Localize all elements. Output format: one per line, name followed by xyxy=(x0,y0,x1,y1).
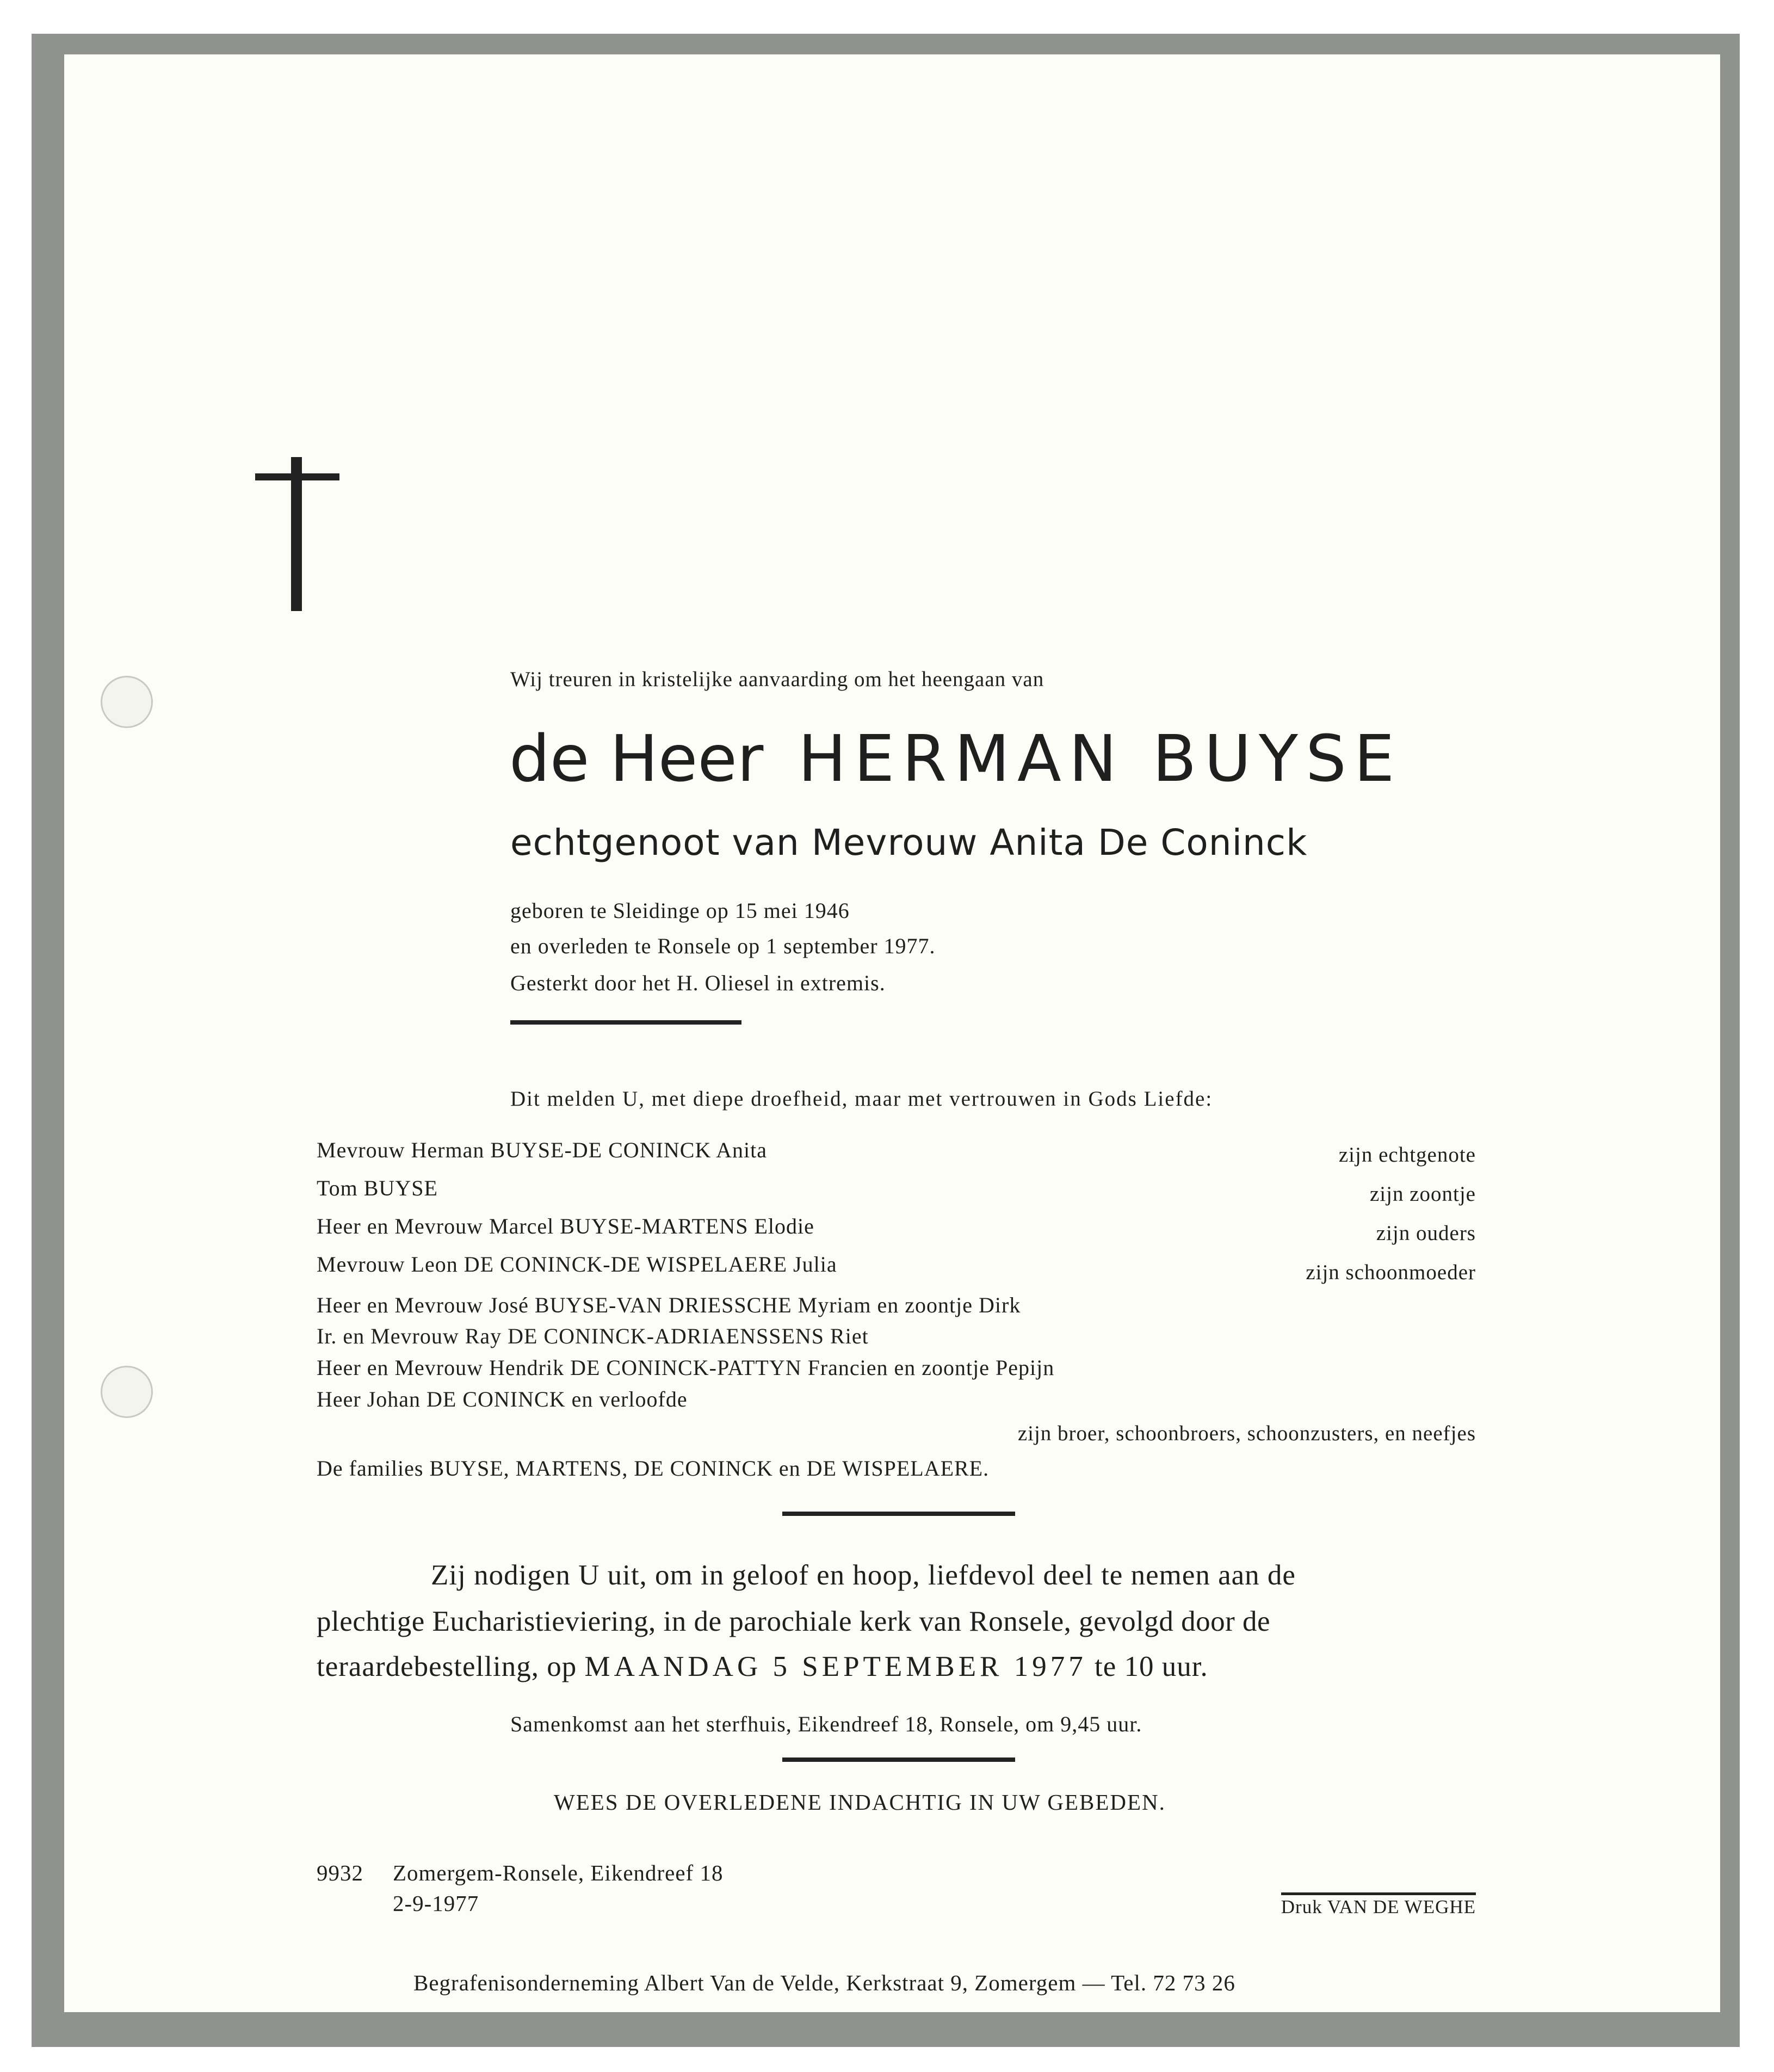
gathering-line: Samenkomst aan het sterfhuis, Eikendreef 18, Ronsele, om 9,45 uur. xyxy=(510,1712,1142,1736)
name-prefix: de Heer xyxy=(509,721,764,796)
mourner-relation: zijn zoontje xyxy=(1369,1182,1476,1206)
sibling-line: Heer en Mevrouw José BUYSE-VAN DRIESSCHE Myriam en zoontje Dirk xyxy=(317,1293,1021,1317)
invitation-line: Zij nodigen U uit, om in geloof en hoop, liefdevol deel te nemen aan de xyxy=(431,1559,1296,1591)
divider xyxy=(782,1757,1015,1762)
invitation-end: te 10 uur. xyxy=(1095,1651,1208,1682)
name-full: HERMAN BUYSE xyxy=(798,721,1402,796)
sibling-line: Heer Johan DE CONINCK en verloofde xyxy=(317,1387,688,1411)
detail-line: en overleden te Ronsele op 1 september 1977. xyxy=(510,934,936,958)
mourner-name: Tom BUYSE xyxy=(317,1176,438,1200)
mourner-relation: zijn echtgenote xyxy=(1338,1143,1476,1167)
divider xyxy=(510,1020,741,1025)
address-place: Zomergem-Ronsele, Eikendreef 18 xyxy=(393,1860,724,1885)
mourner-relation: zijn schoonmoeder xyxy=(1306,1261,1476,1284)
punch-hole-bottom xyxy=(101,1366,153,1418)
invitation-line xyxy=(317,1650,1208,1683)
punch-hole-top xyxy=(101,676,153,728)
printer-credit: Druk VAN DE WEGHE xyxy=(1281,1892,1476,1918)
intro-text: Wij treuren in kristelijke aanvaarding om het heengaan van xyxy=(510,668,1044,691)
undertaker-line: Begrafenisonderneming Albert Van de Velde, Kerkstraat 9, Zomergem — Tel. 72 73 26 xyxy=(413,1970,1235,1995)
deceased-name xyxy=(509,721,1402,796)
invitation-start: teraardebestelling, op xyxy=(317,1651,577,1682)
sibling-line: Ir. en Mevrouw Ray DE CONINCK-ADRIAENSSENS Riet xyxy=(317,1324,869,1348)
prayer-line: WEES DE OVERLEDENE INDACHTIG IN UW GEBEDEN. xyxy=(554,1790,1166,1815)
siblings-relation: zijn broer, schoonbroers, schoonzusters, en neefjes xyxy=(1017,1422,1476,1445)
detail-line: geboren te Sleidinge op 15 mei 1946 xyxy=(510,898,850,923)
detail-line: Gesterkt door het H. Oliesel in extremis. xyxy=(510,971,886,995)
cross-horizontal xyxy=(255,473,339,480)
postcode: 9932 xyxy=(317,1860,363,1885)
mourner-name: Mevrouw Leon DE CONINCK-DE WISPELAERE Julia xyxy=(317,1252,837,1276)
notice-date: 2-9-1977 xyxy=(393,1891,479,1916)
announcement: Dit melden U, met diepe droefheid, maar met vertrouwen in Gods Liefde: xyxy=(510,1087,1213,1111)
invitation-line: plechtige Eucharistieviering, in de parochiale kerk van Ronsele, gevolgd door de xyxy=(317,1606,1271,1637)
mourner-name: Heer en Mevrouw Marcel BUYSE-MARTENS Elodie xyxy=(317,1214,814,1238)
spouse-line: echtgenoot van Mevrouw Anita De Coninck xyxy=(510,822,1308,864)
mourner-relation: zijn ouders xyxy=(1376,1222,1476,1245)
sibling-line: Heer en Mevrouw Hendrik DE CONINCK-PATTYN Francien en zoontje Pepijn xyxy=(317,1355,1055,1380)
funeral-date: MAANDAG 5 SEPTEMBER 1977 xyxy=(584,1651,1087,1682)
mourner-name: Mevrouw Herman BUYSE-DE CONINCK Anita xyxy=(317,1138,768,1162)
families-line: De families BUYSE, MARTENS, DE CONINCK en DE WISPELAERE. xyxy=(317,1456,990,1481)
divider xyxy=(782,1512,1015,1516)
